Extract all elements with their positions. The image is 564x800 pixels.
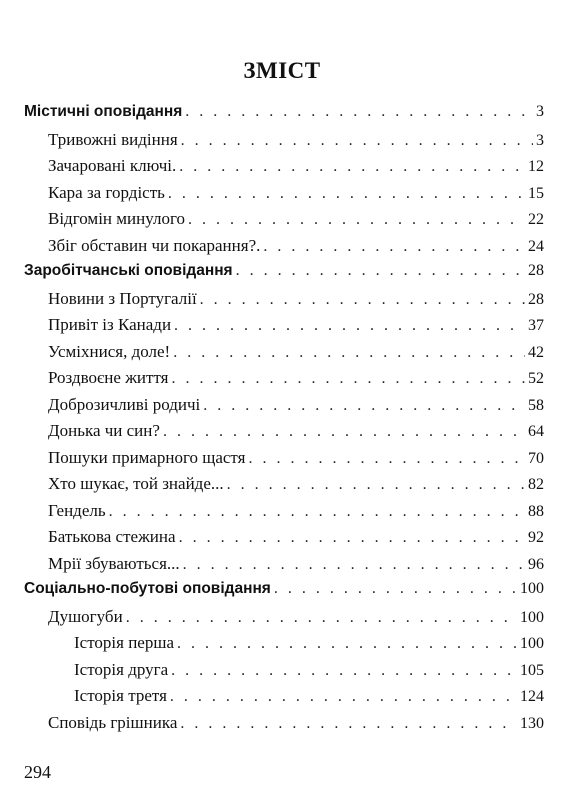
toc-entry-title: Збіг обставин чи покарання?. [48, 235, 261, 255]
toc-entry [24, 236, 544, 263]
dot-leader [227, 476, 525, 494]
toc-entry [24, 554, 544, 581]
toc-entry-page: 37 [528, 317, 544, 334]
toc-entry-page: 82 [528, 476, 544, 493]
toc-entry-page: 64 [528, 423, 544, 440]
toc-entry-title: Історія третя [74, 686, 167, 705]
toc-entry [24, 421, 544, 448]
dot-leader [248, 450, 525, 468]
toc-entry-page: 124 [520, 688, 544, 705]
toc-entry-title: Історія друга [74, 659, 169, 679]
dot-leader [174, 317, 525, 335]
toc-entry [24, 474, 544, 501]
toc-section [24, 262, 544, 289]
toc-entry-title: Відгомін минулого [48, 209, 186, 228]
dot-leader [168, 185, 525, 203]
toc-entry-page: 28 [528, 262, 544, 279]
toc-entry-page: 24 [528, 237, 544, 255]
dot-leader [203, 397, 525, 415]
toc-entry-title: Батькова стежина [48, 527, 176, 546]
toc-entry-title: Усміхнися, доле! [48, 341, 171, 361]
toc-entry-title: Привіт із Канади [48, 315, 172, 334]
dot-leader [179, 529, 525, 547]
dot-leader [185, 103, 533, 121]
toc-entry-page: 22 [528, 211, 544, 228]
toc-entry-page: 100 [520, 580, 544, 597]
toc-entry-title: Соціально-побутові оповідання [24, 580, 271, 597]
toc-entry-title: Сповідь грішника [48, 712, 178, 732]
toc-entry-page: 3 [536, 131, 544, 149]
toc-entry-page: 100 [520, 608, 544, 626]
toc-entry [24, 183, 544, 210]
toc-entry-title: Зачаровані ключі. [48, 156, 177, 175]
dot-leader [180, 715, 517, 733]
dot-leader [109, 503, 525, 521]
toc-entry [24, 368, 544, 395]
toc-entry [24, 315, 544, 342]
toc-entry [24, 395, 544, 422]
toc-entry [24, 289, 544, 316]
toc-entry [24, 209, 544, 236]
dot-leader [274, 580, 517, 598]
dot-leader [177, 635, 517, 653]
toc-entry-title: Містичні оповідання [24, 103, 183, 120]
toc-entry-page: 92 [528, 529, 544, 546]
dot-leader [171, 662, 517, 680]
toc-entry [24, 501, 544, 528]
toc-entry-title: Роздвоєне життя [48, 368, 169, 387]
toc-entry-page: 70 [528, 449, 544, 467]
toc-entry-title: Доброзичливі родичі [48, 394, 201, 414]
table-of-contents [24, 103, 544, 739]
toc-entry-page: 100 [520, 635, 544, 652]
toc-entry [24, 713, 544, 740]
dot-leader [172, 370, 526, 388]
toc-section [24, 103, 544, 130]
toc-entry-title: Гендель [48, 500, 106, 520]
toc-entry-title: Тривожні видіння [48, 129, 178, 149]
toc-entry-title: Хто шукає, той знайде... [48, 474, 224, 493]
page-number: 294 [24, 762, 51, 782]
toc-entry [24, 342, 544, 369]
toc-subentry [24, 686, 544, 713]
toc-entry [24, 448, 544, 475]
toc-entry [24, 607, 544, 634]
toc-entry-title: Душогуби [48, 606, 123, 626]
toc-entry-page: 12 [528, 158, 544, 175]
toc-entry-title: Донька чи син? [48, 421, 160, 440]
toc-entry-page: 28 [528, 290, 544, 308]
dot-leader [126, 609, 517, 627]
dot-leader [170, 688, 517, 706]
dot-leader [263, 238, 525, 256]
toc-entry-title: Заробітчанські оповідання [24, 262, 233, 279]
toc-entry-title: Новини з Португалії [48, 288, 197, 308]
dot-leader [173, 344, 525, 362]
toc-entry-page: 105 [520, 661, 544, 679]
toc-entry-title: Мрії збуваються... [48, 553, 180, 573]
toc-entry-title: Пошуки примарного щастя [48, 447, 246, 467]
dot-leader [188, 211, 525, 229]
toc-subentry [24, 660, 544, 687]
dot-leader [183, 556, 525, 574]
toc-entry-title: Історія перша [74, 633, 174, 652]
toc-entry-page: 3 [536, 103, 544, 120]
dot-leader [200, 291, 525, 309]
toc-section [24, 580, 544, 607]
toc-entry-page: 58 [528, 396, 544, 414]
toc-entry [24, 527, 544, 554]
toc-entry-page: 42 [528, 343, 544, 361]
toc-entry-title: Кара за гордість [48, 182, 165, 202]
dot-leader [236, 262, 525, 280]
toc-entry-page: 96 [528, 555, 544, 573]
dot-leader [181, 132, 533, 150]
dot-leader [179, 158, 525, 176]
page-title: ЗМІСТ [243, 58, 321, 83]
toc-entry-page: 88 [528, 502, 544, 520]
toc-entry [24, 130, 544, 157]
toc-entry-page: 15 [528, 184, 544, 202]
dot-leader [163, 423, 525, 441]
toc-entry-page: 130 [520, 714, 544, 732]
toc-subentry [24, 633, 544, 660]
toc-entry-page: 52 [528, 370, 544, 387]
toc-entry [24, 156, 544, 183]
